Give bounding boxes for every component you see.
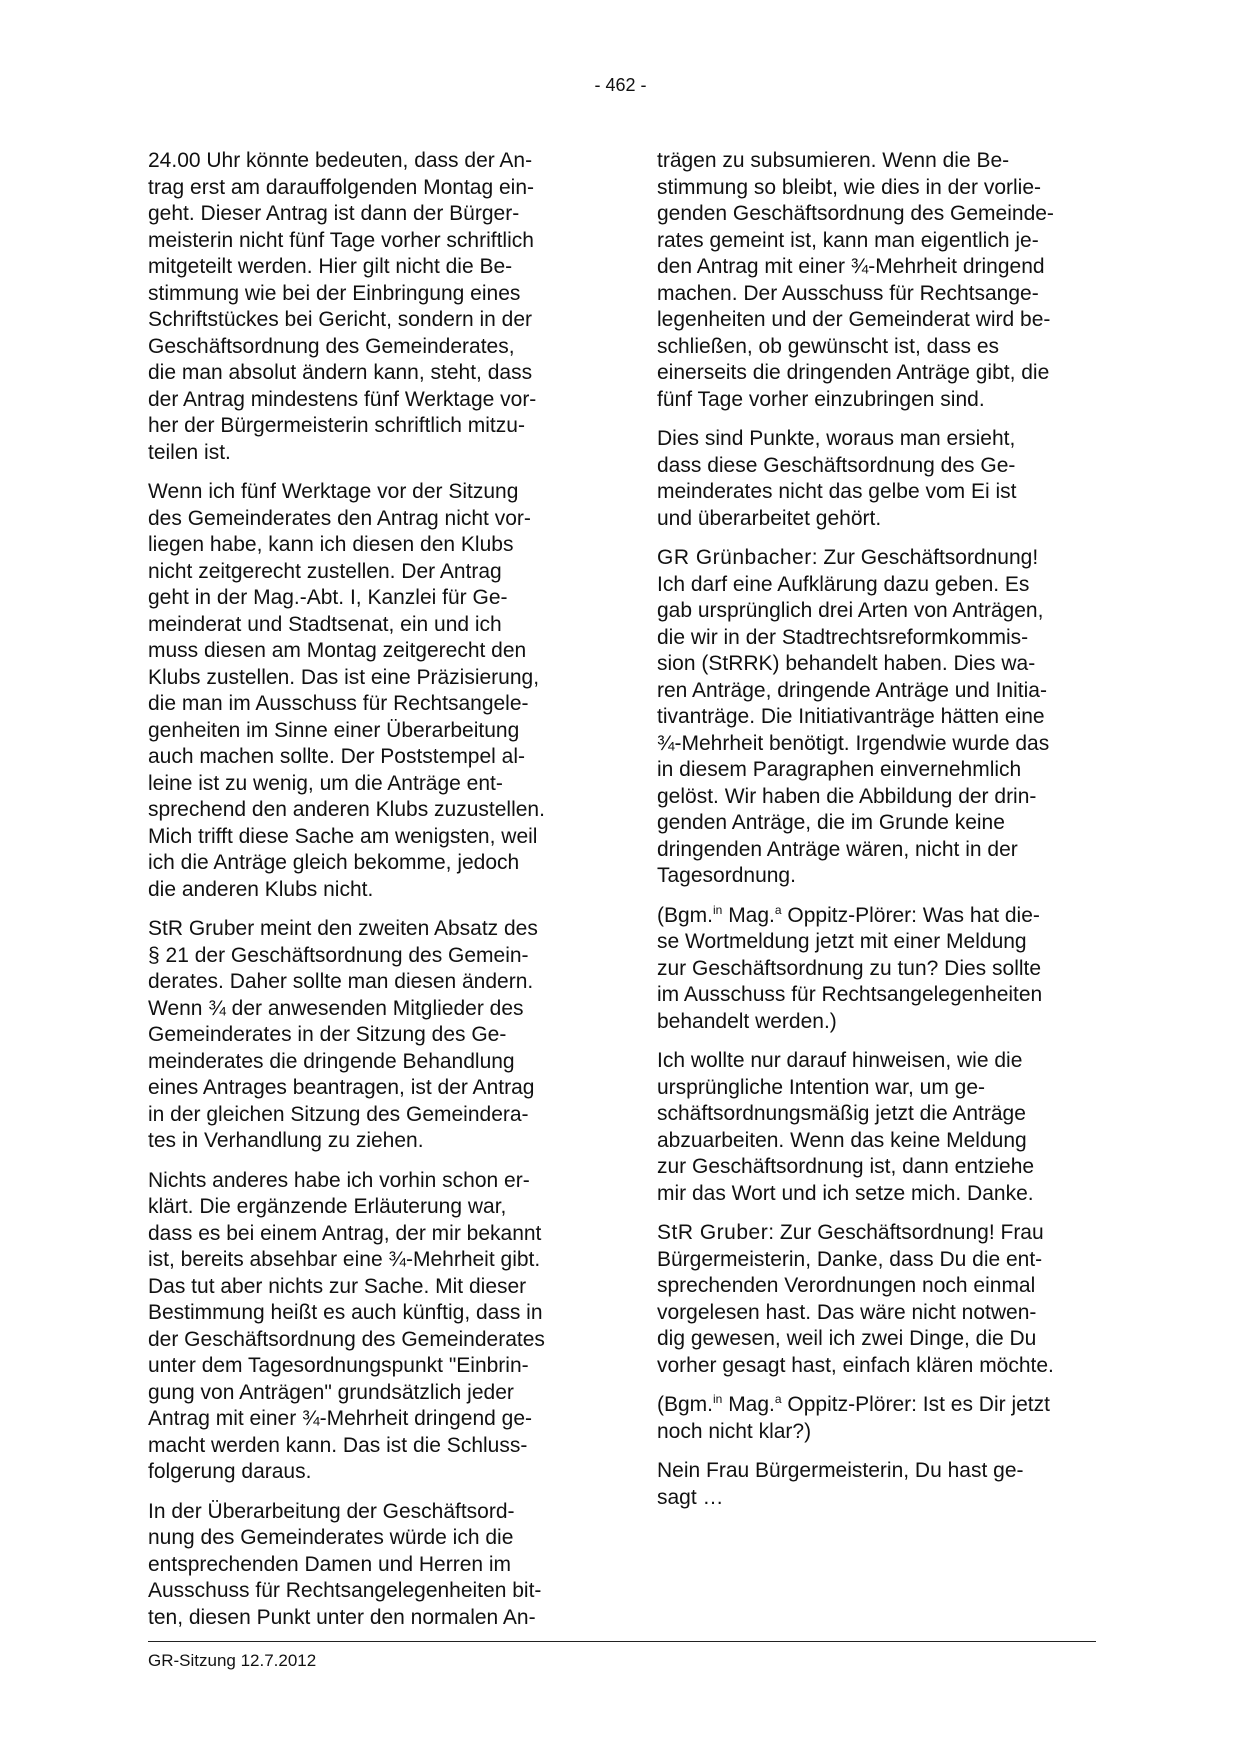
text-line: gelöst. Wir haben die Abbildung der drin- <box>657 784 1037 808</box>
text-line: Gemeinderates in der Sitzung des Ge- <box>148 1023 507 1046</box>
paragraph <box>657 1458 1097 1511</box>
text-line: nicht zeitgerecht zustellen. Der Antrag <box>148 559 502 583</box>
interjection-title: (Bgm. <box>657 903 714 927</box>
interjection-title: (Bgm. <box>657 1393 714 1416</box>
text-line: genden Geschäftsordnung des Gemeinde- <box>657 202 1054 225</box>
paragraph <box>657 545 1097 890</box>
text-line: ursprüngliche Intention war, um ge- <box>657 1075 986 1099</box>
paragraph <box>657 1220 1097 1379</box>
interjection-line <box>657 1392 1097 1419</box>
text-line: noch nicht klar?) <box>657 1419 812 1443</box>
text-line: teilen ist. <box>148 440 231 464</box>
paragraph <box>148 148 588 466</box>
text-line: schäftsordnungsmäßig jetzt die Anträge <box>657 1102 1026 1125</box>
text-line: Tagesordnung. <box>657 864 796 887</box>
text-line: nung des Gemeinderates würde ich die <box>148 1526 514 1549</box>
text-line: ist, bereits absehbar eine ¾-Mehrheit gibt. <box>148 1248 541 1271</box>
text-line: Schriftstückes bei Gericht, sondern in der <box>148 308 533 331</box>
text-line: sagt … <box>657 1485 724 1509</box>
text-line: ten, diesen Punkt unter den normalen An- <box>148 1605 536 1629</box>
text-line: rates gemeint ist, kann man eigentlich je- <box>657 228 1039 252</box>
text-line: der Geschäftsordnung des Gemeinderates <box>148 1327 545 1351</box>
left-column <box>148 148 588 1644</box>
text-line: her der Bürgermeisterin schriftlich mitzu- <box>148 414 525 437</box>
paragraph <box>657 148 1097 413</box>
text-line: die anderen Klubs nicht. <box>148 877 374 901</box>
text-line: genheiten im Sinne einer Überarbeitung <box>148 718 520 742</box>
text-line: Das tut aber nichts zur Sache. Mit dieser <box>148 1274 527 1298</box>
text-line: geht. Dieser Antrag ist dann der Bürger- <box>148 202 520 225</box>
paragraph <box>148 916 588 1155</box>
text-line: Ich wollte nur darauf hinweisen, wie die <box>657 1049 1023 1072</box>
text-line: stimmung so bleibt, wie dies in der vorlie- <box>657 175 1041 199</box>
text-line: meinderat und Stadtsenat, ein und ich <box>148 612 502 636</box>
text-line: klärt. Die ergänzende Erläuterung war, <box>148 1195 507 1218</box>
text-line: liegen habe, kann ich diesen den Klubs <box>148 533 514 556</box>
text-line: auch machen sollte. Der Poststempel al- <box>148 745 526 768</box>
text-line: mitgeteilt werden. Hier gilt nicht die Be- <box>148 255 513 278</box>
interjection-text: Oppitz-Plörer: Was hat die- <box>781 903 1040 927</box>
text-line: se Wortmeldung jetzt mit einer Meldung <box>657 930 1027 953</box>
text-line: zur Geschäftsordnung ist, dann entziehe <box>657 1155 1035 1178</box>
text-line: eines Antrages beantragen, ist der Antrag <box>148 1076 535 1099</box>
text-line: meinderates nicht das gelbe vom Ei ist <box>657 480 1017 503</box>
text-line: den Antrag mit einer ¾-Mehrheit dringend <box>657 255 1045 278</box>
text-line: leine ist zu wenig, um die Anträge ent- <box>148 771 503 795</box>
text-line: tes in Verhandlung zu ziehen. <box>148 1129 424 1152</box>
text-line: geht in der Mag.-Abt. I, Kanzlei für Ge- <box>148 586 508 609</box>
text-line: 24.00 Uhr könnte bedeuten, dass der An- <box>148 149 533 172</box>
text-line: abzuarbeiten. Wenn das keine Meldung <box>657 1128 1027 1152</box>
speaker-remark: : Zur Geschäftsordnung! <box>811 546 1039 569</box>
text-line: sion (StRRK) behandelt haben. Dies wa- <box>657 652 1036 675</box>
text-line: in diesem Paragraphen einvernehmlich <box>657 758 1022 781</box>
text-line: ¾-Mehrheit benötigt. Irgendwie wurde das <box>657 731 1050 755</box>
text-line: dig gewesen, weil ich zwei Dinge, die Du <box>657 1327 1037 1350</box>
text-line: stimmung wie bei der Einbringung eines <box>148 281 521 305</box>
text-line: § 21 der Geschäftsordnung des Gemein- <box>148 943 529 967</box>
speaker-remark: : Zur Geschäftsordnung! Frau <box>768 1221 1044 1244</box>
text-line: sprechenden Verordnungen noch einmal <box>657 1274 1036 1297</box>
text-line: unter dem Tagesordnungspunkt "Einbrin- <box>148 1354 529 1377</box>
text-line: der Antrag mindestens fünf Werktage vor- <box>148 387 537 411</box>
text-line: Nichts anderes habe ich vorhin schon er- <box>148 1168 530 1192</box>
speaker-line <box>657 1220 1097 1247</box>
paragraph <box>657 1392 1097 1445</box>
speaker-name: StR Gruber <box>657 1221 769 1244</box>
text-line: einerseits die dringenden Anträge gibt, die <box>657 361 1050 384</box>
text-line: und überarbeitet gehört. <box>657 506 882 530</box>
text-line: folgerung daraus. <box>148 1460 312 1483</box>
text-line: Wenn ich fünf Werktage vor der Sitzung <box>148 480 519 503</box>
text-line: Ich darf eine Aufklärung dazu geben. Es <box>657 572 1030 596</box>
superscript: in <box>713 902 723 917</box>
text-line: Dies sind Punkte, woraus man ersieht, <box>657 427 1016 450</box>
text-line: muss diesen am Montag zeitgerecht den <box>148 639 527 662</box>
text-line: meinderates die dringende Behandlung <box>148 1049 515 1073</box>
text-line: machen. Der Ausschuss für Rechtsange- <box>657 281 1039 305</box>
text-line: ren Anträge, dringende Anträge und Initia- <box>657 678 1047 702</box>
interjection-text: Oppitz-Plörer: Ist es Dir jetzt <box>781 1393 1050 1416</box>
text-line: Ausschuss für Rechtsangelegenheiten bit- <box>148 1579 542 1602</box>
text-line: Mich trifft diese Sache am wenigsten, weil <box>148 824 538 848</box>
paragraph <box>148 1499 588 1632</box>
text-line: Wenn ¾ der anwesenden Mitglieder des <box>148 996 524 1020</box>
paragraph <box>657 903 1097 1036</box>
text-line: Geschäftsordnung des Gemeinderates, <box>148 334 515 358</box>
text-line: im Ausschuss für Rechtsangelegenheiten <box>657 983 1043 1006</box>
text-line: des Gemeinderates den Antrag nicht vor- <box>148 506 531 530</box>
paragraph <box>657 1048 1097 1207</box>
superscript: in <box>713 1392 723 1406</box>
text-line: StR Gruber meint den zweiten Absatz des <box>148 917 538 940</box>
text-line: trag erst am darauffolgenden Montag ein- <box>148 175 535 199</box>
text-line: gab ursprünglich drei Arten von Anträgen, <box>657 599 1044 622</box>
text-line: Antrag mit einer ¾-Mehrheit dringend ge- <box>148 1407 533 1430</box>
text-line: Bestimmung heißt es auch künftig, dass in <box>148 1301 543 1324</box>
text-line: entsprechenden Damen und Herren im <box>148 1552 512 1576</box>
text-line: dass es bei einem Antrag, der mir bekannt <box>148 1221 542 1245</box>
text-line: dass diese Geschäftsordnung des Ge- <box>657 453 1016 477</box>
text-line: macht werden kann. Das ist die Schluss- <box>148 1433 528 1457</box>
text-line: derates. Daher sollte man diesen ändern. <box>148 970 534 993</box>
footer-session-date: GR-Sitzung 12.7.2012 <box>148 1651 317 1670</box>
paragraph <box>148 479 588 903</box>
text-line: mir das Wort und ich setze mich. Danke. <box>657 1181 1034 1205</box>
text-line: in der gleichen Sitzung des Gemeindera- <box>148 1102 529 1126</box>
footer-divider <box>148 1641 1096 1642</box>
text-line: tivanträge. Die Initiativanträge hätten eine <box>657 705 1045 728</box>
speaker-line <box>657 545 1097 572</box>
text-line: die wir in der Stadtrechtsreformkommis- <box>657 625 1029 649</box>
superscript: a <box>774 1392 782 1406</box>
speaker-name: GR Grünbacher <box>657 546 812 569</box>
interjection-title: Mag. <box>722 903 775 927</box>
text-line: behandelt werden.) <box>657 1009 837 1033</box>
text-line: Nein Frau Bürgermeisterin, Du hast ge- <box>657 1459 1024 1482</box>
text-line: genden Anträge, die im Grunde keine <box>657 811 1005 834</box>
text-line: dringenden Anträge wären, nicht in der <box>657 837 1018 861</box>
text-line: sprechend den anderen Klubs zuzustellen. <box>148 798 545 821</box>
text-line: meisterin nicht fünf Tage vorher schriftlich <box>148 228 534 252</box>
text-line: zur Geschäftsordnung zu tun? Dies sollte <box>657 956 1042 980</box>
interjection-title: Mag. <box>722 1393 775 1416</box>
text-line: gung von Anträgen" grundsätzlich jeder <box>148 1380 514 1404</box>
text-line: schließen, ob gewünscht ist, dass es <box>657 334 1000 358</box>
interjection-line <box>657 903 1097 930</box>
text-line: fünf Tage vorher einzubringen sind. <box>657 387 985 411</box>
text-line: In der Überarbeitung der Geschäftsord- <box>148 1499 515 1523</box>
superscript: a <box>774 902 782 917</box>
text-line: die man im Ausschuss für Rechtsangele- <box>148 692 529 715</box>
paragraph <box>148 1168 588 1486</box>
text-line: legenheiten und der Gemeinderat wird be- <box>657 308 1051 331</box>
text-line: ich die Anträge gleich bekomme, jedoch <box>148 851 520 874</box>
right-column <box>657 148 1097 1524</box>
text-line: trägen zu subsumieren. Wenn die Be- <box>657 149 1010 172</box>
text-line: die man absolut ändern kann, steht, dass <box>148 361 533 384</box>
text-line: Bürgermeisterin, Danke, dass Du die ent- <box>657 1247 1043 1271</box>
paragraph <box>657 426 1097 532</box>
text-line: vorgelesen hast. Das wäre nicht notwen- <box>657 1300 1037 1324</box>
text-line: Klubs zustellen. Das ist eine Präzisierung, <box>148 665 540 689</box>
page-number: - 462 - <box>594 75 647 95</box>
text-line: vorher gesagt hast, einfach klären möchte. <box>657 1353 1054 1377</box>
